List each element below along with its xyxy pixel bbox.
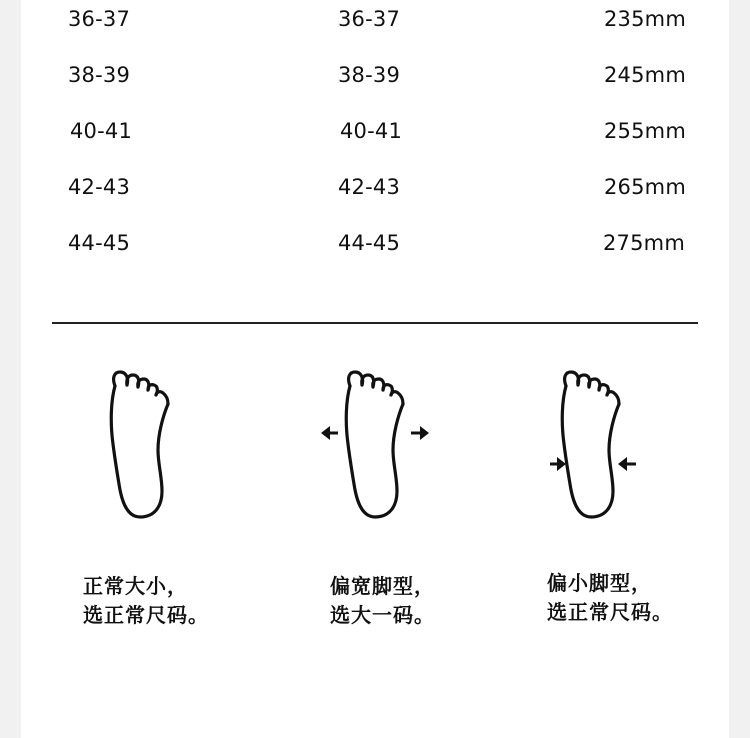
narrow-foot-icon: [548, 360, 728, 530]
caption-line: 选正常尺码。: [547, 600, 673, 624]
cn-size-cell: 40-41: [340, 119, 403, 143]
eu-size-cell: 42-43: [68, 175, 131, 199]
table-row: [21, 116, 729, 146]
foot-type-normal-caption: [83, 572, 209, 630]
caption-line: 偏宽脚型，: [330, 574, 435, 598]
table-row: [21, 4, 729, 34]
foot-type-normal: [91, 360, 271, 530]
foot-length-cell: 255mm: [604, 119, 686, 143]
eu-size-cell: 36-37: [68, 7, 131, 31]
foot-length-cell: 245mm: [604, 63, 686, 87]
normal-foot-icon: [91, 360, 271, 530]
table-row: [21, 172, 729, 202]
foot-length-cell: 275mm: [603, 231, 685, 255]
caption-line: 偏小脚型，: [547, 571, 652, 595]
arrow-right-icon: [411, 426, 429, 440]
eu-size-cell: 38-39: [68, 63, 131, 87]
eu-size-cell: 40-41: [70, 119, 133, 143]
arrow-in-right-icon: [618, 457, 636, 471]
foot-length-cell: 265mm: [604, 175, 686, 199]
arrow-left-icon: [321, 426, 338, 440]
foot-length-cell: 235mm: [604, 7, 686, 31]
foot-type-wide: [318, 360, 498, 530]
size-guide-card: [21, 0, 729, 738]
caption-line: 正常大小，: [83, 574, 188, 598]
table-row: [21, 228, 729, 258]
eu-size-cell: 44-45: [68, 231, 131, 255]
caption-line: 选大一码。: [330, 603, 435, 627]
foot-type-wide-caption: [330, 572, 435, 630]
arrow-in-left-icon: [550, 457, 566, 471]
cn-size-cell: 44-45: [338, 231, 401, 255]
wide-foot-icon: [318, 360, 498, 530]
foot-type-narrow-caption: [547, 569, 673, 627]
cn-size-cell: 42-43: [338, 175, 401, 199]
section-divider: [52, 322, 698, 324]
foot-type-narrow: [548, 360, 728, 530]
caption-line: 选正常尺码。: [83, 603, 209, 627]
cn-size-cell: 36-37: [338, 7, 401, 31]
table-row: [21, 60, 729, 90]
cn-size-cell: 38-39: [338, 63, 401, 87]
